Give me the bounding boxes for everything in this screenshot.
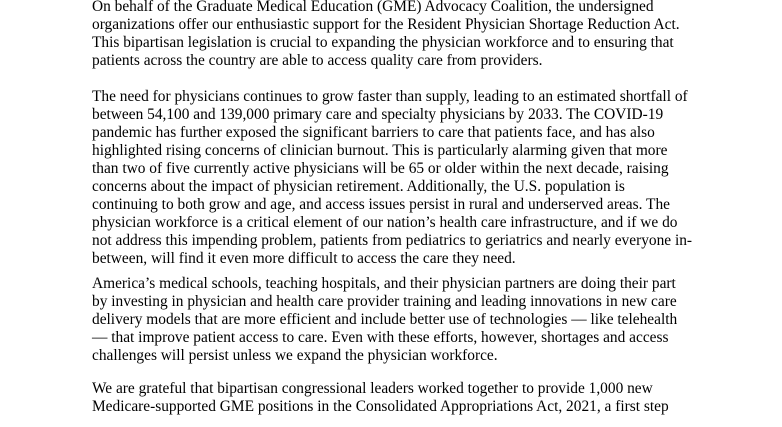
text-line: pandemic has further exposed the significant barriers to care that patients face, and has also: [92, 124, 655, 141]
text-line: not address this impending problem, patients from pediatrics to geriatrics and nearly everyone in-: [92, 232, 693, 249]
text-line: concerns about the impact of physician retirement. Additionally, the U.S. population is: [92, 178, 625, 195]
paragraph-gratitude: [92, 380, 669, 416]
paragraph-introduction: [92, 0, 680, 70]
text-line: We are grateful that bipartisan congressional leaders worked together to provide 1,000 new: [92, 380, 653, 397]
text-line: America’s medical schools, teaching hospitals, and their physician partners are doing their part: [92, 275, 676, 292]
text-line: between, will find it even more difficult to access the care they need.: [92, 250, 516, 267]
text-line: On behalf of the Graduate Medical Education (GME) Advocacy Coalition, the undersigned: [92, 0, 654, 15]
text-line: Medicare-supported GME positions in the Consolidated Appropriations Act, 2021, a first step: [92, 398, 669, 415]
text-line: continuing to both grow and age, and access issues persist in rural and underserved areas. The: [92, 196, 670, 213]
text-line: — that improve patient access to care. Even with these efforts, however, shortages and access: [92, 329, 669, 346]
text-line: patients across the country are able to access quality care from providers.: [92, 52, 543, 69]
text-line: by investing in physician and health care provider training and leading innovations in new care: [92, 293, 677, 310]
paragraph-physician-need: [92, 88, 692, 268]
paragraph-medical-schools: [92, 275, 677, 365]
text-line: organizations offer our enthusiastic support for the Resident Physician Shortage Reduction Act.: [92, 16, 680, 33]
text-line: physician workforce is a critical element of our nation’s health care infrastructure, and if we do: [92, 214, 678, 231]
text-line: between 54,100 and 139,000 primary care and specialty physicians by 2033. The COVID-19: [92, 106, 664, 123]
text-line: highlighted rising concerns of clinician burnout. This is particularly alarming given that more: [92, 142, 668, 159]
text-line: than two of five currently active physicians will be 65 or older within the next decade, raising: [92, 160, 669, 177]
text-line: delivery models that are more efficient and include better use of technologies — like telehealth: [92, 311, 678, 328]
text-line: This bipartisan legislation is crucial to expanding the physician workforce and to ensuring that: [92, 34, 674, 51]
text-line: The need for physicians continues to grow faster than supply, leading to an estimated shortfall of: [92, 88, 688, 105]
text-line: challenges will persist unless we expand the physician workforce.: [92, 347, 498, 364]
